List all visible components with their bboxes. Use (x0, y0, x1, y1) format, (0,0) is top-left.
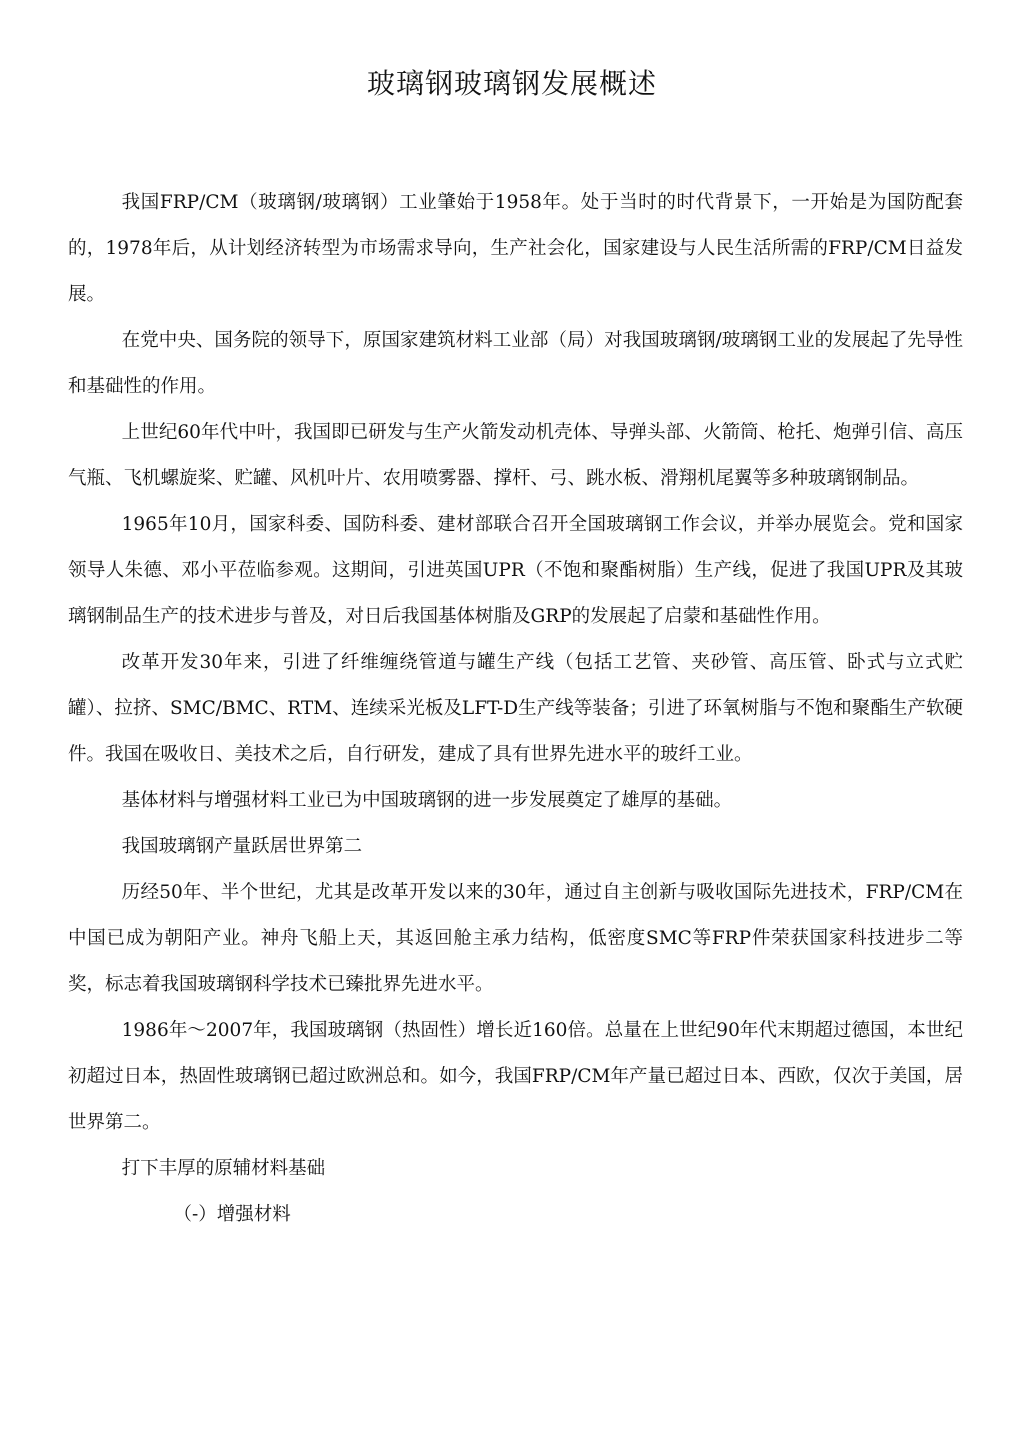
paragraph-foundation: 基体材料与增强材料工业已为中国玻璃钢的进一步发展奠定了雄厚的基础。 (121, 790, 733, 811)
subsection-heading-reinforcement: （-）增强材料 (173, 1204, 291, 1225)
paragraph-1965-conference: 1965年10月，国家科委、国防科委、建材部联合召开全国玻璃钢工作会议，并举办展览会。党和国家领导人朱德、邓小平莅临参观。这期间，引进英国UPR（不饱和聚酯树脂）生产线，促进了我国UPR及其玻璃钢制品生产的技术进步与普及，对日后我国基体树脂及GRP的发展起了启蒙和基础性作用。 (68, 514, 963, 627)
paragraph-growth-1986-2007: 1986年～2007年，我国玻璃钢（热固性）增长近160倍。总量在上世纪90年代末期超过德国，本世纪初超过日本，热固性玻璃钢已超过欧洲总和。如今，我国FRP/CM年产量已超过日本、西欧，仅次于美国，居世界第二。 (68, 1020, 963, 1133)
section-heading-production-rank: 我国玻璃钢产量跃居世界第二 (121, 836, 363, 857)
paragraph-1960s-products: 上世纪60年代中叶，我国即已研发与生产火箭发动机壳体、导弹头部、火箭筒、枪托、炮弹引信、高压气瓶、飞机螺旋桨、贮罐、风机叶片、农用喷雾器、撑杆、弓、跳水板、滑翔机尾翼等多种玻璃钢制品。 (68, 422, 963, 489)
paragraph-origin: 我国FRP/CM（玻璃钢/玻璃钢）工业肇始于1958年。处于当时的时代背景下，一开始是为国防配套的，1978年后，从计划经济转型为市场需求导向，生产社会化，国家建设与人民生活所需的FRP/CM日益发展。 (68, 192, 963, 305)
section-heading-raw-materials: 打下丰厚的原辅材料基础 (121, 1158, 326, 1179)
document-body (68, 180, 963, 1238)
page-title: 玻璃钢玻璃钢发展概述 (366, 67, 657, 100)
paragraph-reform-imports: 改革开发30年来，引进了纤维缠绕管道与罐生产线（包括工艺管、夹砂管、高压管、卧式与立式贮罐）、拉挤、SMC/BMC、RTM、连续采光板及LFT-D生产线等装备；引进了环氧树脂与不饱和聚酯生产软硬件。我国在吸收日、美技术之后，自行研发，建成了具有世界先进水平的玻纤工业。 (68, 652, 963, 765)
paragraph-50-years: 历经50年、半个世纪，尤其是改革开发以来的30年，通过自主创新与吸收国际先进技术，FRP/CM在中国已成为朝阳产业。神舟飞船上天，其返回舱主承力结构，低密度SMC等FRP件荣获国家科技进步二等奖，标志着我国玻璃钢科学技术已臻批界先进水平。 (68, 882, 963, 995)
paragraph-leadership: 在党中央、国务院的领导下，原国家建筑材料工业部（局）对我国玻璃钢/玻璃钢工业的发展起了先导性和基础性的作用。 (68, 330, 963, 397)
